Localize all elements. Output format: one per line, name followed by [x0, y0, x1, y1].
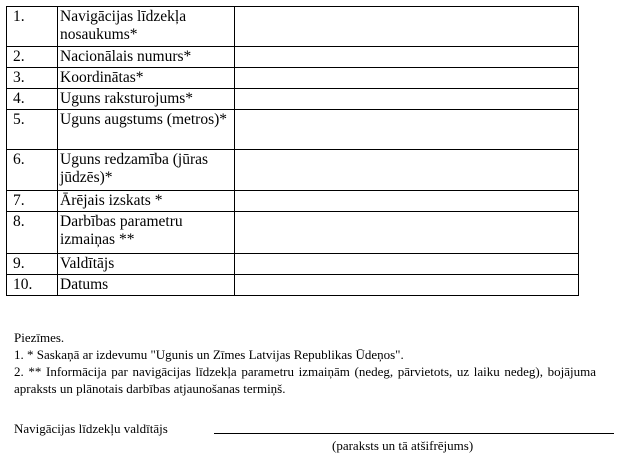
- row-value[interactable]: [235, 89, 579, 110]
- row-number: 6.: [7, 150, 58, 191]
- row-value[interactable]: [235, 110, 579, 150]
- row-number: 2.: [7, 47, 58, 68]
- row-number: 8.: [7, 212, 58, 254]
- row-label: Darbības parametru izmaiņas **: [58, 212, 235, 254]
- notes-heading: Piezīmes.: [14, 330, 65, 345]
- table-row: [7, 254, 579, 275]
- row-label: Uguns raksturojums*: [58, 89, 235, 110]
- table-row: [7, 150, 579, 191]
- row-number: 1.: [7, 7, 58, 47]
- form-table: [6, 6, 579, 296]
- row-label: Uguns redzamība (jūras jūdzēs)*: [58, 150, 235, 191]
- signature-block: [14, 420, 614, 453]
- row-value[interactable]: [235, 150, 579, 191]
- notes-section: [14, 329, 596, 397]
- signature-label: Navigācijas līdzekļu valdītājs: [14, 421, 168, 436]
- note-1: 1. * Saskaņā ar izdevumu "Ugunis un Zīmes Latvijas Republikas Ūdeņos".: [14, 347, 404, 362]
- table-row: [7, 7, 579, 47]
- table-row: [7, 191, 579, 212]
- row-label: Navigācijas līdzekļa nosaukums*: [58, 7, 235, 47]
- row-label: Datums: [58, 275, 235, 296]
- signature-caption: (paraksts un tā atšifrējums): [332, 438, 474, 453]
- row-number: 3.: [7, 68, 58, 89]
- row-number: 9.: [7, 254, 58, 275]
- row-value[interactable]: [235, 212, 579, 254]
- table-row: [7, 47, 579, 68]
- row-label: Valdītājs: [58, 254, 235, 275]
- row-number: 4.: [7, 89, 58, 110]
- row-label: Nacionālais numurs*: [58, 47, 235, 68]
- row-value[interactable]: [235, 191, 579, 212]
- row-number: 5.: [7, 110, 58, 150]
- row-label: Ārējais izskats *: [58, 191, 235, 212]
- row-value[interactable]: [235, 254, 579, 275]
- table-row: [7, 212, 579, 254]
- table-row: [7, 275, 579, 296]
- row-value[interactable]: [235, 275, 579, 296]
- table-row: [7, 68, 579, 89]
- signature-line[interactable]: [214, 433, 614, 434]
- row-value[interactable]: [235, 7, 579, 47]
- note-2: 2. ** Informācija par navigācijas līdzekļa parametru izmaiņām (nedeg, pārvietots, uz laiku nedeg), bojājuma apraksts un plānotais darbības atjaunošanas termiņš.: [14, 364, 596, 396]
- table-row: [7, 110, 579, 150]
- row-label: Uguns augstums (metros)*: [58, 110, 235, 150]
- row-value[interactable]: [235, 47, 579, 68]
- row-label: Koordinātas*: [58, 68, 235, 89]
- table-row: [7, 89, 579, 110]
- row-number: 7.: [7, 191, 58, 212]
- row-value[interactable]: [235, 68, 579, 89]
- row-number: 10.: [7, 275, 58, 296]
